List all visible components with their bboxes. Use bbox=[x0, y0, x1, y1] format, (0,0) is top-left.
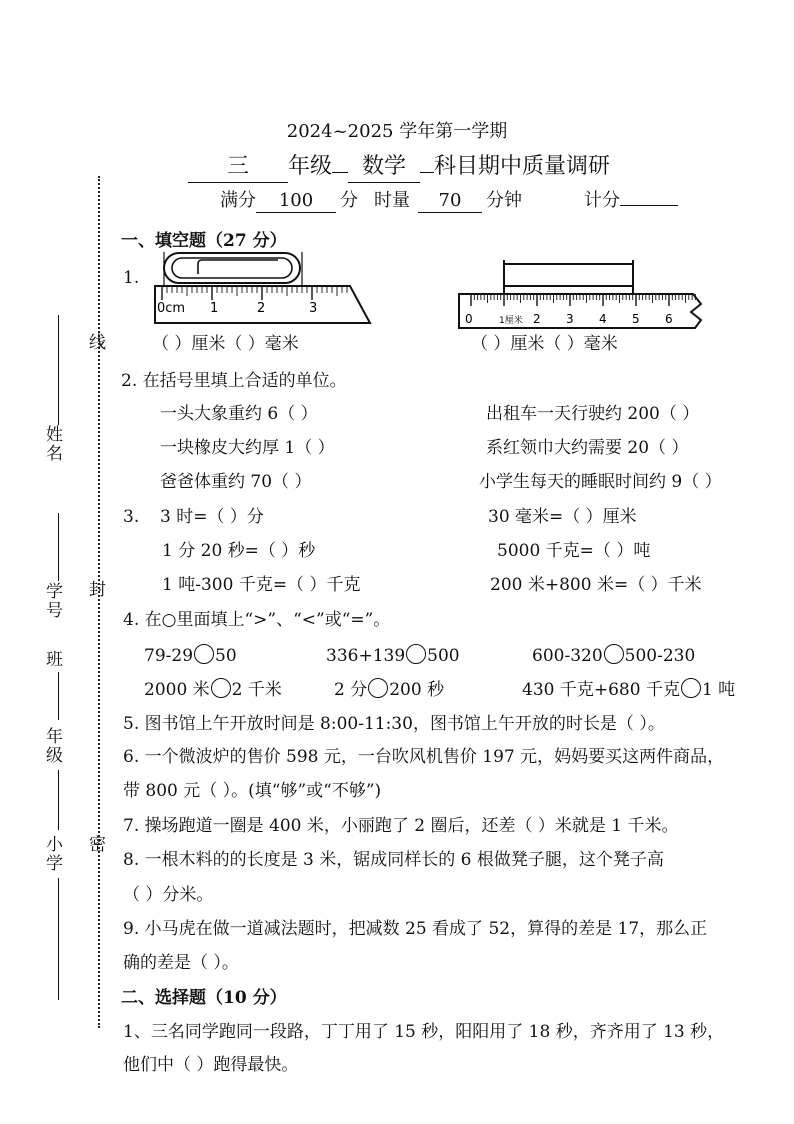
ruler-right-label: 5 bbox=[632, 312, 640, 326]
q2-item[interactable]: 系红领巾大约需要 20（ ） bbox=[486, 438, 689, 458]
q8-line2[interactable]: （ ）分米。 bbox=[123, 885, 214, 905]
secret-char: 密 bbox=[85, 835, 105, 854]
q9-line1: 9. 小马虎在做一道减法题时，把减数 25 看成了 52，算得的差是 17，那么正 bbox=[123, 919, 708, 939]
id-blank[interactable] bbox=[58, 513, 59, 581]
q4-compare: 600-320 500-230 bbox=[532, 646, 696, 666]
ruler-left-label: 1 bbox=[210, 301, 219, 316]
q4-compare: 79-29 50 bbox=[144, 646, 237, 666]
compare-circle[interactable] bbox=[406, 644, 426, 664]
class-blank[interactable] bbox=[58, 672, 59, 720]
ruler-right-label: 3 bbox=[566, 312, 574, 326]
q4-compare: 336+139 500 bbox=[326, 646, 460, 666]
grade-field-label: 年级 bbox=[42, 727, 62, 765]
tally-blank[interactable] bbox=[620, 205, 678, 206]
ruler-right-label: 4 bbox=[599, 312, 607, 326]
q6-line2[interactable]: 带 800 元（ ）。(填“够”或“不够”) bbox=[123, 781, 382, 801]
q1-number: 1. bbox=[123, 268, 140, 288]
q3-item[interactable]: 1 分 20 秒=（ ）秒 bbox=[162, 541, 316, 561]
section1-title: 一、填空题（27 分） bbox=[121, 231, 287, 251]
compare-circle[interactable] bbox=[194, 644, 214, 664]
q3-item[interactable]: 5000 千克=（ ）吨 bbox=[497, 541, 651, 561]
full-score-label: 满分 bbox=[220, 190, 256, 211]
q1-left-ruler-figure bbox=[150, 250, 380, 330]
paperclip-icon bbox=[164, 253, 300, 283]
score-unit: 分 bbox=[340, 190, 358, 211]
ruler-left-label: 2 bbox=[257, 301, 266, 316]
q2-item[interactable]: 出租车一天行驶约 200（ ） bbox=[486, 404, 700, 424]
q2-item[interactable]: 一块橡皮大约厚 1（ ） bbox=[160, 438, 335, 458]
class-label: 班 bbox=[42, 650, 62, 669]
exam-title bbox=[188, 152, 610, 183]
q4-compare: 2 分 200 秒 bbox=[334, 680, 445, 700]
q2-item[interactable]: 小学生每天的睡眠时间约 9（ ） bbox=[479, 472, 722, 492]
time-unit: 分钟 bbox=[486, 190, 522, 211]
q5[interactable]: 5. 图书馆上午开放时间是 8:00-11:30，图书馆上午开放的时长是（ ）。 bbox=[123, 714, 665, 734]
q1-right-ruler-figure bbox=[455, 256, 713, 332]
score-line bbox=[220, 190, 678, 213]
time-value: 70 bbox=[418, 190, 482, 213]
s2-q1-line1: 1、三名同学跑同一段路，丁丁用了 15 秒，阳阳用了 18 秒，齐齐用了 13 秒， bbox=[123, 1022, 725, 1042]
name-label: 姓名 bbox=[42, 425, 62, 463]
q3-number: 3. bbox=[123, 507, 140, 527]
compare-circle[interactable] bbox=[211, 678, 231, 698]
q7[interactable]: 7. 操场跑道一圈是 400 米，小丽跑了 2 圈后，还差（ ）米就是 1 千米。 bbox=[123, 816, 679, 836]
full-score-value: 100 bbox=[256, 190, 336, 213]
compare-circle[interactable] bbox=[681, 678, 701, 698]
grade-label: 年级 bbox=[288, 154, 333, 179]
seal-char: 封 bbox=[85, 580, 105, 599]
q6-line1: 6. 一个微波炉的售价 598 元，一台吹风机售价 197 元，妈妈要买这两件商品， bbox=[123, 747, 725, 767]
id-label: 学号 bbox=[42, 582, 62, 620]
ruler-left-label: 3 bbox=[309, 301, 318, 316]
q8-line1: 8. 一根木料的的长度是 3 米，锯成同样长的 6 根做凳子腿，这个凳子高 bbox=[123, 850, 664, 870]
q3-item[interactable]: 30 毫米=（ ）厘米 bbox=[488, 507, 637, 527]
binding-dotted-line bbox=[98, 176, 100, 1028]
q9-line2[interactable]: 确的差是（ ）。 bbox=[123, 953, 239, 973]
section2-title: 二、选择题（10 分） bbox=[121, 988, 287, 1008]
ruler-right-label: 6 bbox=[665, 312, 673, 326]
school-blank[interactable] bbox=[58, 878, 59, 1000]
exam-term: 2024~2025 学年第一学期 bbox=[286, 121, 508, 142]
q2-title: 2. 在括号里填上合适的单位。 bbox=[121, 371, 347, 391]
q4-compare: 430 千克+680 千克 1 吨 bbox=[522, 680, 736, 700]
compare-circle[interactable] bbox=[368, 678, 388, 698]
school-label: 小学 bbox=[42, 835, 62, 873]
ruler-left-label: 0cm bbox=[157, 301, 186, 316]
grade-blank[interactable] bbox=[58, 770, 59, 830]
q3-item[interactable]: 1 吨-300 千克=（ ）千克 bbox=[162, 575, 361, 595]
line-char: 线 bbox=[85, 333, 105, 352]
subject-value: 数学 bbox=[348, 152, 420, 183]
subject-suffix: 科目期中质量调研 bbox=[434, 154, 611, 179]
ruler-right-label: 2 bbox=[533, 312, 541, 326]
s2-q1-line2[interactable]: 他们中（ ）跑得最快。 bbox=[123, 1055, 299, 1075]
q2-item[interactable]: 爸爸体重约 70（ ） bbox=[160, 472, 312, 492]
compare-circle[interactable] bbox=[604, 644, 624, 664]
tally-label: 计分 bbox=[584, 190, 620, 211]
q4-compare: 2000 米 2 千米 bbox=[144, 680, 282, 700]
q1-left-answer[interactable]: （ ）厘米（ ）毫米 bbox=[152, 334, 299, 354]
q1-right-answer[interactable]: （ ）厘米（ ）毫米 bbox=[471, 334, 618, 354]
ruler-right-label: 1厘米 bbox=[499, 316, 523, 326]
q3-item[interactable]: 3 时=（ ）分 bbox=[160, 507, 264, 527]
time-label: 时量 bbox=[374, 190, 410, 211]
q2-item[interactable]: 一头大象重约 6（ ） bbox=[160, 404, 318, 424]
name-blank[interactable] bbox=[58, 315, 59, 425]
grade-value: 三 bbox=[188, 152, 288, 183]
ruler-right-label: 0 bbox=[465, 312, 473, 326]
q4-title: 4. 在○里面填上“>”、“<”或“=”。 bbox=[123, 610, 391, 630]
q3-item[interactable]: 200 米+800 米=（ ）千米 bbox=[490, 575, 702, 595]
